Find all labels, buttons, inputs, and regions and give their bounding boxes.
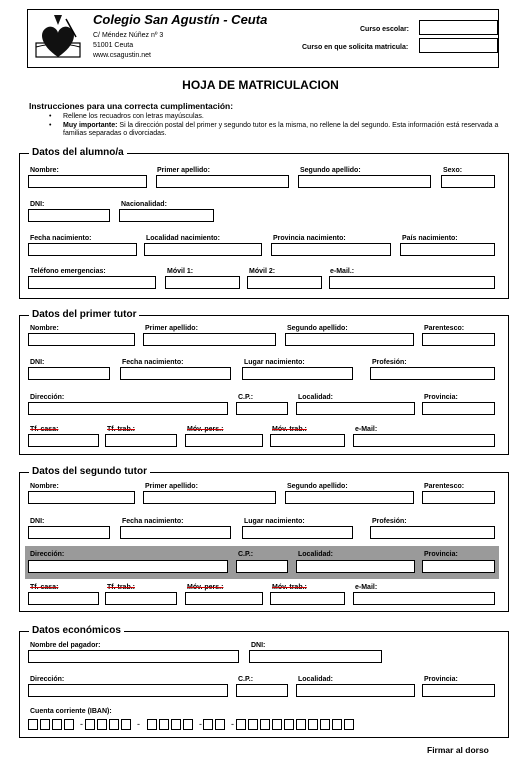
sign-note: Firmar al dorso xyxy=(427,745,489,755)
student-email-field[interactable] xyxy=(329,276,495,289)
economic-pagador-label: Nombre del pagador: xyxy=(30,642,101,649)
tutor2-tf-casa-label: Tf. casa: xyxy=(30,584,59,591)
instruction-bullet-2: • xyxy=(49,122,52,129)
tutor2-mov-pers-label: Móv. pers.: xyxy=(187,584,224,591)
economic-cp-label: C.P.: xyxy=(238,676,254,683)
student-pais-nac-field[interactable] xyxy=(400,243,495,256)
tutor1-dni-field[interactable] xyxy=(28,367,110,380)
tutor1-apellido1-label: Primer apellido: xyxy=(145,325,198,332)
economic-provincia-label: Provincia: xyxy=(424,676,458,683)
tutor2-direccion-label: Dirección: xyxy=(30,551,65,558)
economic-iban-label: Cuenta corriente (IBAN): xyxy=(30,708,112,715)
tutor2-mov-pers-field[interactable] xyxy=(185,592,263,605)
iban-digit-box[interactable] xyxy=(272,719,282,730)
iban-digit-box[interactable] xyxy=(171,719,181,730)
tutor2-parentesco-label: Parentesco: xyxy=(424,483,465,490)
tutor1-dni-label: DNI: xyxy=(30,359,45,366)
tutor2-mov-trab-label: Móv. trab.: xyxy=(272,584,307,591)
page-title: HOJA DE MATRICULACION xyxy=(182,78,339,92)
tutor2-nombre-label: Nombre: xyxy=(30,483,59,490)
tutor1-apellido2-label: Segundo apellido: xyxy=(287,325,348,332)
iban-digit-box[interactable] xyxy=(28,719,38,730)
tutor2-tf-casa-field[interactable] xyxy=(28,592,99,605)
tutor1-profesion-label: Profesión: xyxy=(372,359,407,366)
course-field[interactable] xyxy=(419,38,498,53)
school-year-field[interactable] xyxy=(419,20,498,35)
tutor2-profesion-field[interactable] xyxy=(370,526,495,539)
tutor2-provincia-field[interactable] xyxy=(422,560,495,573)
iban-digit-box[interactable] xyxy=(320,719,330,730)
tutor1-nombre-field[interactable] xyxy=(28,333,135,346)
tutor2-dni-field[interactable] xyxy=(28,526,110,539)
economic-provincia-field[interactable] xyxy=(422,684,495,697)
tutor1-apellido2-field[interactable] xyxy=(285,333,414,346)
economic-localidad-field[interactable] xyxy=(296,684,415,697)
tutor2-provincia-label: Provincia: xyxy=(424,551,458,558)
tutor1-direccion-label: Dirección: xyxy=(30,394,65,401)
tutor2-profesion-label: Profesión: xyxy=(372,518,407,525)
tutor1-cp-field[interactable] xyxy=(236,402,288,415)
course-label: Curso en que solicita matricula: xyxy=(302,44,409,51)
tutor2-tf-trab-label: Tf. trab.: xyxy=(107,584,135,591)
iban-digit-box[interactable] xyxy=(40,719,50,730)
tutor1-tf-casa-label: Tf. casa: xyxy=(30,426,59,433)
student-apellido1-field[interactable] xyxy=(156,175,289,188)
tutor1-fecha-nac-label: Fecha nacimiento: xyxy=(122,359,184,366)
school-year-label: Curso escolar: xyxy=(360,26,410,33)
iban-digit-box[interactable] xyxy=(344,719,354,730)
tutor1-provincia-label: Provincia: xyxy=(424,394,458,401)
economic-section-title: Datos económicos xyxy=(29,625,124,636)
student-movil2-field[interactable] xyxy=(247,276,322,289)
student-provincia-nac-field[interactable] xyxy=(271,243,391,256)
student-nombre-field[interactable] xyxy=(28,175,147,188)
iban-digit-box[interactable] xyxy=(236,719,246,730)
student-sexo-label: Sexo: xyxy=(443,167,463,174)
iban-separator: - xyxy=(231,719,234,729)
tutor2-email-field[interactable] xyxy=(353,592,495,605)
instruction-bullet-1: • xyxy=(49,113,52,120)
tutor1-mov-trab-label: Móv. trab.: xyxy=(272,426,307,433)
address-line-2: 51001 Ceuta xyxy=(93,42,134,49)
iban-digit-box[interactable] xyxy=(64,719,74,730)
iban-digit-box[interactable] xyxy=(284,719,294,730)
economic-dni-label: DNI: xyxy=(251,642,266,649)
student-fecha-nac-label: Fecha nacimiento: xyxy=(30,235,92,242)
student-pais-nac-label: País nacimiento: xyxy=(402,235,458,242)
instructions-heading: Instrucciones para una correcta cumplimentación: xyxy=(29,101,234,111)
tutor2-apellido1-label: Primer apellido: xyxy=(145,483,198,490)
iban-digit-box[interactable] xyxy=(109,719,119,730)
school-name: Colegio San Agustín - Ceuta xyxy=(93,12,268,27)
iban-digit-box[interactable] xyxy=(215,719,225,730)
economic-localidad-label: Localidad: xyxy=(298,676,334,683)
iban-separator: - xyxy=(80,719,83,729)
student-dni-field[interactable] xyxy=(28,209,110,222)
website: www.csagustin.net xyxy=(93,52,151,59)
tutor1-localidad-field[interactable] xyxy=(296,402,415,415)
tutor2-mov-trab-field[interactable] xyxy=(270,592,345,605)
iban-digit-box[interactable] xyxy=(97,719,107,730)
iban-digit-box[interactable] xyxy=(52,719,62,730)
student-nacionalidad-field[interactable] xyxy=(119,209,214,222)
iban-separator: - xyxy=(199,719,202,729)
student-dni-label: DNI: xyxy=(30,201,45,208)
tutor1-profesion-field[interactable] xyxy=(370,367,495,380)
student-sexo-field[interactable] xyxy=(441,175,495,188)
tutor1-email-field[interactable] xyxy=(353,434,495,447)
tutor1-direccion-field[interactable] xyxy=(28,402,228,415)
tutor1-provincia-field[interactable] xyxy=(422,402,495,415)
iban-digit-box[interactable] xyxy=(296,719,306,730)
tutor2-apellido2-field[interactable] xyxy=(285,491,414,504)
student-movil2-label: Móvil 2: xyxy=(249,268,276,275)
student-apellido2-field[interactable] xyxy=(298,175,431,188)
student-provincia-nac-label: Provincia nacimiento: xyxy=(273,235,346,242)
tutor2-lugar-nac-field[interactable] xyxy=(242,526,353,539)
tutor2-direccion-field[interactable] xyxy=(28,560,228,573)
student-nacionalidad-label: Nacionalidad: xyxy=(121,201,167,208)
student-telefono-label: Teléfono emergencias: xyxy=(30,268,106,275)
student-apellido2-label: Segundo apellido: xyxy=(300,167,361,174)
tutor1-mov-pers-label: Móv. pers.: xyxy=(187,426,224,433)
tutor1-section-title: Datos del primer tutor xyxy=(29,309,139,320)
tutor1-cp-label: C.P.: xyxy=(238,394,254,401)
economic-cp-field[interactable] xyxy=(236,684,288,697)
iban-digit-box[interactable] xyxy=(121,719,131,730)
tutor2-nombre-field[interactable] xyxy=(28,491,135,504)
iban-digit-box[interactable] xyxy=(183,719,193,730)
school-logo-icon xyxy=(32,13,84,65)
tutor1-parentesco-field[interactable] xyxy=(422,333,495,346)
tutor2-cp-label: C.P.: xyxy=(238,551,254,558)
tutor1-tf-trab-label: Tf. trab.: xyxy=(107,426,135,433)
student-section-title: Datos del alumno/a xyxy=(29,147,127,158)
tutor2-fecha-nac-label: Fecha nacimiento: xyxy=(122,518,184,525)
tutor2-apellido1-field[interactable] xyxy=(143,491,276,504)
iban-digit-box[interactable] xyxy=(147,719,157,730)
student-localidad-nac-field[interactable] xyxy=(144,243,262,256)
tutor1-tf-casa-field[interactable] xyxy=(28,434,99,447)
economic-direccion-field[interactable] xyxy=(28,684,228,697)
student-movil1-label: Móvil 1: xyxy=(167,268,194,275)
tutor1-tf-trab-field[interactable] xyxy=(105,434,177,447)
instruction-item-2-bold: Muy importante: xyxy=(63,122,118,129)
instruction-item-2-text: Si la dirección postal del primer y segundo tutor es la misma, no rellene la del segundo. Esta información está reservada a familias separadas o divorciadas. xyxy=(63,122,499,137)
tutor2-localidad-label: Localidad: xyxy=(298,551,334,558)
tutor2-cp-field[interactable] xyxy=(236,560,288,573)
tutor2-apellido2-label: Segundo apellido: xyxy=(287,483,348,490)
iban-digit-box[interactable] xyxy=(248,719,258,730)
tutor1-lugar-nac-label: Lugar nacimiento: xyxy=(244,359,305,366)
tutor2-tf-trab-field[interactable] xyxy=(105,592,177,605)
tutor2-fecha-nac-field[interactable] xyxy=(120,526,231,539)
iban-digit-box[interactable] xyxy=(85,719,95,730)
tutor1-apellido1-field[interactable] xyxy=(143,333,276,346)
tutor1-lugar-nac-field[interactable] xyxy=(242,367,353,380)
iban-digit-box[interactable] xyxy=(159,719,169,730)
instruction-item-2 xyxy=(63,122,499,138)
tutor2-lugar-nac-label: Lugar nacimiento: xyxy=(244,518,305,525)
tutor2-email-label: e-Mail: xyxy=(355,584,378,591)
tutor1-mov-trab-field[interactable] xyxy=(270,434,345,447)
iban-digit-box[interactable] xyxy=(332,719,342,730)
student-movil1-field[interactable] xyxy=(165,276,240,289)
tutor2-section-title: Datos del segundo tutor xyxy=(29,466,150,477)
iban-digit-box[interactable] xyxy=(203,719,213,730)
iban-separator: - xyxy=(137,719,140,729)
student-telefono-field[interactable] xyxy=(28,276,156,289)
student-fecha-nac-field[interactable] xyxy=(28,243,137,256)
instruction-item-1: Rellene los recuadros con letras mayúsculas. xyxy=(63,113,204,120)
iban-digit-box[interactable] xyxy=(260,719,270,730)
economic-direccion-label: Dirección: xyxy=(30,676,65,683)
economic-dni-field[interactable] xyxy=(249,650,382,663)
tutor1-parentesco-label: Parentesco: xyxy=(424,325,465,332)
address-line-1: C/ Méndez Núñez nº 3 xyxy=(93,32,164,39)
economic-pagador-field[interactable] xyxy=(28,650,239,663)
tutor2-parentesco-field[interactable] xyxy=(422,491,495,504)
student-nombre-label: Nombre: xyxy=(30,167,59,174)
tutor2-localidad-field[interactable] xyxy=(296,560,415,573)
tutor1-fecha-nac-field[interactable] xyxy=(120,367,231,380)
iban-digit-box[interactable] xyxy=(308,719,318,730)
student-apellido1-label: Primer apellido: xyxy=(157,167,210,174)
tutor1-nombre-label: Nombre: xyxy=(30,325,59,332)
student-localidad-nac-label: Localidad nacimiento: xyxy=(146,235,220,242)
tutor2-dni-label: DNI: xyxy=(30,518,45,525)
tutor1-email-label: e-Mail: xyxy=(355,426,378,433)
tutor1-mov-pers-field[interactable] xyxy=(185,434,263,447)
tutor1-localidad-label: Localidad: xyxy=(298,394,334,401)
student-email-label: e-Mail.: xyxy=(330,268,355,275)
